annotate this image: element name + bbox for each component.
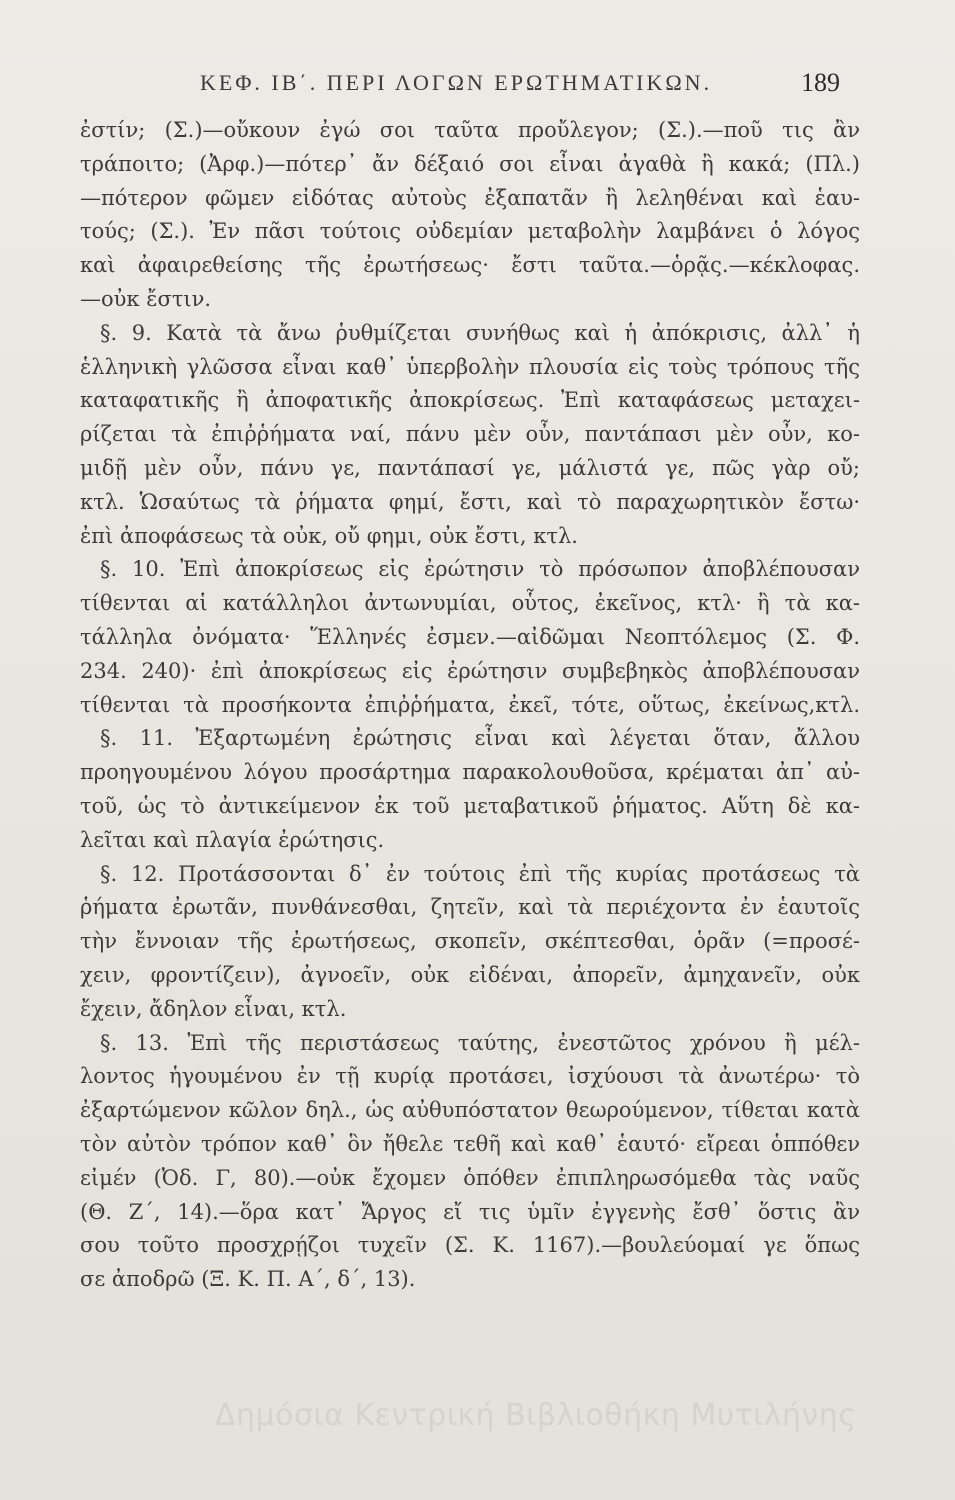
text-line: τὸν αὐτὸν τρόπον καθ᾽ ὃν ἤθελε τεθῆ καὶ καθ᾽ ἑαυτό· εἴρεαι ὁππόθεν — [80, 1131, 860, 1156]
section-12-start: §. 12. Προτάσσονται δ᾽ ἐν τούτοις ἐπὶ τῆς κυρίας προτάσεως τὰ — [100, 861, 860, 886]
text-line: τούς; (Σ.). Ἐν πᾶσι τούτοις οὐδεμίαν μεταβολὴν λαμβάνει ὁ λόγος — [80, 219, 860, 244]
text-line: τράποιτο; (Ἀρφ.)—πότερ᾽ ἄν δέξαιό σοι εἶναι ἀγαθὰ ἢ κακά; (Πλ.) — [80, 151, 860, 176]
section-11-start: §. 11. Ἐξαρτωμένη ἐρώτησις εἶναι καὶ λέγεται ὅταν, ἄλλου — [100, 726, 860, 751]
library-watermark: Δημόσια Κεντρική Βιβλιοθήκη Μυτιλήνης — [215, 1398, 857, 1433]
text-line: —πότερον φῶμεν εἰδότας αὐτοὺς ἐξαπατᾶν ἢ λεληθέναι καὶ ἑαυ- — [80, 185, 860, 210]
text-line: καὶ ἀφαιρεθείσης τῆς ἐρωτήσεως· ἔστι ταῦτα.—ὁρᾷς.—κέκλοφας. — [80, 253, 860, 278]
text-line: ρίζεται τὰ ἐπιῤῥήματα ναί, πάνυ μὲν οὖν, παντάπασι μὲν οὖν, κο- — [80, 422, 860, 447]
text-line: σου τοῦτο προσχρῄζοι τυχεῖν (Σ. Κ. 1167).—βουλεύομαί γε ὅπως — [80, 1233, 860, 1258]
text-line: τοῦ, ὡς τὸ ἀντικείμενον ἐκ τοῦ μεταβατικοῦ ῥήματος. Αὕτη δὲ κα- — [80, 793, 860, 818]
running-header — [80, 70, 840, 110]
body-text — [80, 114, 860, 1297]
text-line: 234. 240)· ἐπὶ ἀποκρίσεως εἰς ἐρώτησιν συμβεβηκὸς ἀποβλέπουσαν — [80, 658, 860, 683]
text-line: ἐξαρτώμενον κῶλον δηλ., ὡς αὐθυπόστατον θεωρούμενον, τίθεται κατὰ — [80, 1098, 860, 1123]
text-line: ῥήματα ἐρωτᾶν, πυνθάνεσθαι, ζητεῖν, καὶ τὰ περιέχοντα ἐν ἑαυτοῖς — [80, 895, 860, 920]
text-line: κτλ. Ὡσαύτως τὰ ῥήματα φημί, ἔστι, καὶ τὸ παραχωρητικὸν ἔστω· — [80, 489, 860, 514]
chapter-title: ΚΕΦ. ΙΒ΄. ΠΕΡΙ ΛΟΓΩΝ ΕΡΩΤΗΜΑΤΙΚΩΝ. — [200, 70, 713, 95]
text-line: ἐπὶ ἀποφάσεως τὰ οὐκ, οὔ φημι, οὐκ ἔστι, κτλ. — [80, 523, 578, 548]
section-13-start: §. 13. Ἐπὶ τῆς περιστάσεως ταύτης, ἐνεστῶτος χρόνου ἢ μέλ- — [100, 1030, 860, 1055]
section-10-start: §. 10. Ἐπὶ ἀποκρίσεως εἰς ἐρώτησιν τὸ πρόσωπον ἀποβλέπουσαν — [100, 557, 860, 582]
text-line: ἔχειν, ἄδηλον εἶναι, κτλ. — [80, 996, 347, 1021]
text-line: σε ἀποδρῶ (Ξ. Κ. Π. Α΄, δ΄, 13). — [80, 1267, 416, 1292]
text-line: —οὐκ ἔστιν. — [80, 286, 212, 311]
text-line: τὴν ἔννοιαν τῆς ἐρωτήσεως, σκοπεῖν, σκέπτεσθαι, ὁρᾶν (=προσέ- — [80, 929, 860, 954]
text-line: μιδῇ μὲν οὖν, πάνυ γε, παντάπασί γε, μάλιστά γε, πῶς γὰρ οὔ; — [80, 455, 860, 480]
text-line: τίθενται αἱ κατάλληλοι ἀντωνυμίαι, οὗτος, ἐκεῖνος, κτλ· ἢ τὰ κα- — [80, 591, 860, 616]
text-line: τάλληλα ὀνόματα· Ἕλληνές ἐσμεν.—αἰδῶμαι Νεοπτόλεμος (Σ. Φ. — [80, 624, 860, 649]
text-line: προηγουμένου λόγου προσάρτημα παρακολουθοῦσα, κρέμαται ἀπ᾽ αὐ- — [80, 760, 860, 785]
section-9-start: §. 9. Κατὰ τὰ ἄνω ῥυθμίζεται συνήθως καὶ ἡ ἀπόκρισις, ἀλλ᾽ ἡ — [100, 320, 860, 345]
text-line: λοντος ἡγουμένου ἐν τῇ κυρίᾳ προτάσει, ἰσχύουσι τὰ ἀνωτέρω· τὸ — [80, 1064, 860, 1089]
text-line: καταφατικῆς ἢ ἀποφατικῆς ἀποκρίσεως. Ἐπὶ καταφάσεως μεταχει- — [80, 388, 860, 413]
text-line: εἰμέν (Ὀδ. Γ, 80).—οὐκ ἔχομεν ὁπόθεν ἐπιπληρωσόμεθα τὰς ναῦς — [80, 1165, 860, 1190]
text-line: λεῖται καὶ πλαγία ἐρώτησις. — [80, 827, 385, 852]
text-line: (Θ. Ζ΄, 14).—ὅρα κατ᾽ Ἄργος εἴ τις ὑμῖν ἐγγενὴς ἔσθ᾽ ὅστις ἂν — [80, 1199, 860, 1224]
text-line: χειν, φροντίζειν), ἀγνοεῖν, οὐκ εἰδέναι, ἀπορεῖν, ἀμηχανεῖν, οὐκ — [80, 962, 860, 987]
text-line: ἐστίν; (Σ.)—οὔκουν ἐγώ σοι ταῦτα προὔλεγον; (Σ.).—ποῦ τις ἂν — [80, 118, 860, 142]
text-line: τίθενται τὰ προσήκοντα ἐπιῤῥήματα, ἐκεῖ, τότε, οὕτως, ἐκείνως,κτλ. — [80, 692, 860, 717]
page-number: 189 — [801, 68, 840, 97]
text-line: ἑλληνικὴ γλῶσσα εἶναι καθ᾽ ὑπερβολὴν πλουσία εἰς τοὺς τρόπους τῆς — [80, 354, 860, 379]
